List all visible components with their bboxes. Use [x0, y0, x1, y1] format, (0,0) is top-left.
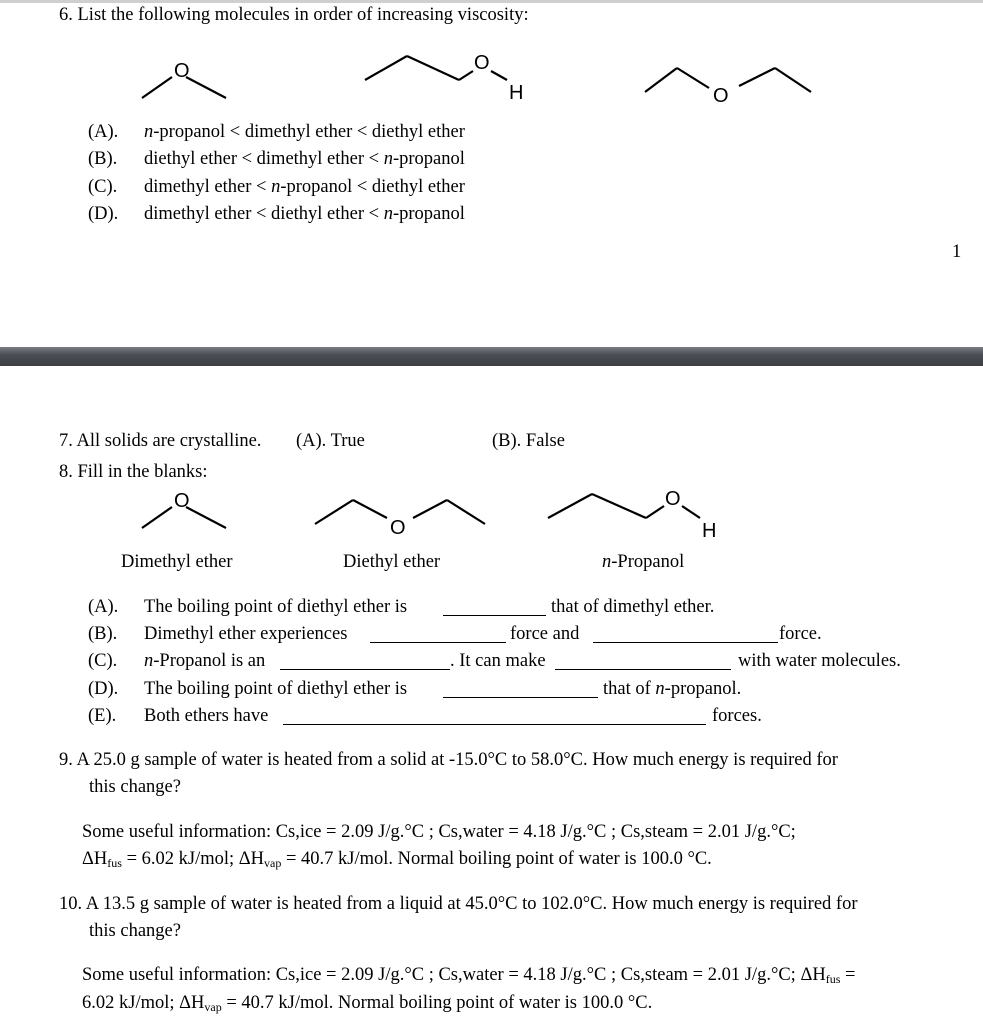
q10-line-2: this change? — [89, 921, 181, 941]
q8-e-text-2: forces. — [712, 706, 762, 726]
q8-b-text-2: force and — [510, 624, 580, 644]
q8-a-text-2: that of dimethyl ether. — [551, 597, 715, 617]
page-number: 1 — [952, 242, 962, 262]
q6-option-a[interactable]: n-propanol < dimethyl ether < diethyl ether — [144, 122, 465, 142]
q7-option-false[interactable]: (B). False — [492, 431, 565, 451]
molecule-atom-label: O — [174, 490, 190, 512]
molecule-atom-label: O — [390, 517, 406, 539]
q8-b-blank-2[interactable] — [593, 625, 778, 648]
diethyl-ether-structure-q6 — [635, 50, 825, 110]
q8-c-text-3: with water molecules. — [738, 651, 901, 671]
q8-e-letter: (E). — [88, 706, 117, 726]
q8-c-letter: (C). — [88, 651, 118, 671]
q8-d-blank[interactable] — [443, 680, 598, 703]
q8-a-blank[interactable] — [443, 598, 546, 621]
q6-option-b[interactable]: diethyl ether < dimethyl ether < n-propanol — [144, 149, 465, 169]
q8-b-letter: (B). — [88, 624, 118, 644]
label-n-propanol: n-Propanol — [602, 552, 685, 572]
q8-e-blank[interactable] — [283, 707, 706, 730]
q8-c-blank-1[interactable] — [280, 652, 450, 675]
top-divider — [0, 0, 983, 3]
q9-info-2: $\Delta H_{fus} = 6.02$ kJ/mol; $\Delta H_{vap} = 40.7$ kJ/mol. Normal boiling point of water is 100.0 °C. — [82, 849, 712, 870]
q7-option-true[interactable]: (A). True — [296, 431, 365, 451]
molecule-atom-label: O — [713, 85, 729, 107]
q9-line-2: this change? — [89, 777, 181, 797]
q6-option-c[interactable]: dimethyl ether < n-propanol < diethyl ether — [144, 177, 465, 197]
molecule-atom-label: O — [174, 60, 190, 82]
q6-option-a-letter: (A). — [88, 122, 119, 142]
q8-question: 8. Fill in the blanks: — [59, 462, 208, 482]
q6-option-d[interactable]: dimethyl ether < diethyl ether < n-propanol — [144, 204, 465, 224]
q10-line-1: 10. A 13.5 g sample of water is heated from a liquid at 45.0°C to 102.0°C. How much energy is required for — [59, 894, 858, 914]
n-propanol-structure-q8 — [540, 478, 740, 540]
molecule-atom-label: O — [665, 488, 681, 510]
q8-d-text-1: The boiling point of diethyl ether is — [144, 679, 408, 699]
page-break-bar — [0, 347, 983, 366]
q8-e-text-1: Both ethers have — [144, 706, 269, 726]
diethyl-ether-structure-q8 — [305, 482, 495, 542]
label-diethyl-ether: Diethyl ether — [343, 552, 441, 572]
q8-d-text-2: that of n-propanol. — [603, 679, 742, 699]
q8-c-blank-2[interactable] — [555, 652, 731, 675]
q9-info-1: Some useful information: Cs,ice = 2.09 J/g.°C ; Cs,water = 4.18 J/g.°C ; Cs,steam = 2.01 J/g.°C; — [82, 822, 796, 842]
q8-b-text-1: Dimethyl ether experiences — [144, 624, 348, 644]
q8-b-text-3: force. — [779, 624, 822, 644]
molecule-atom-label: H — [509, 82, 524, 104]
q8-a-letter: (A). — [88, 597, 119, 617]
molecule-atom-label: O — [474, 52, 490, 74]
molecule-atom-label: H — [702, 520, 717, 540]
q6-question: 6. List the following molecules in order of increasing viscosity: — [59, 5, 529, 25]
q8-c-text-1: n-Propanol is an — [144, 651, 266, 671]
q8-c-text-2: . It can make — [450, 651, 546, 671]
q8-d-letter: (D). — [88, 679, 119, 699]
label-dimethyl-ether: Dimethyl ether — [121, 552, 233, 572]
dimethyl-ether-structure-q8 — [130, 480, 240, 540]
q8-a-text-1: The boiling point of diethyl ether is — [144, 597, 408, 617]
q6-option-b-letter: (B). — [88, 149, 118, 169]
q6-option-c-letter: (C). — [88, 177, 118, 197]
dimethyl-ether-structure-q6 — [130, 50, 240, 110]
q8-b-blank-1[interactable] — [370, 625, 506, 648]
q7-question: 7. All solids are crystalline. — [59, 431, 262, 451]
q6-option-d-letter: (D). — [88, 204, 119, 224]
q9-line-1: 9. A 25.0 g sample of water is heated from a solid at -15.0°C to 58.0°C. How much energy is required for — [59, 750, 838, 770]
q10-info-2: 6.02 kJ/mol; $\Delta H_{vap} = 40.7$ kJ/mol. Normal boiling point of water is 100.0 °C. — [82, 993, 653, 1014]
n-propanol-structure-q6 — [355, 44, 545, 106]
q10-info-1: Some useful information: Cs,ice = 2.09 J/g.°C ; Cs,water = 4.18 J/g.°C ; Cs,steam = 2.01 J/g.°C; $\Delta H_{fus}$ = — [82, 965, 856, 986]
